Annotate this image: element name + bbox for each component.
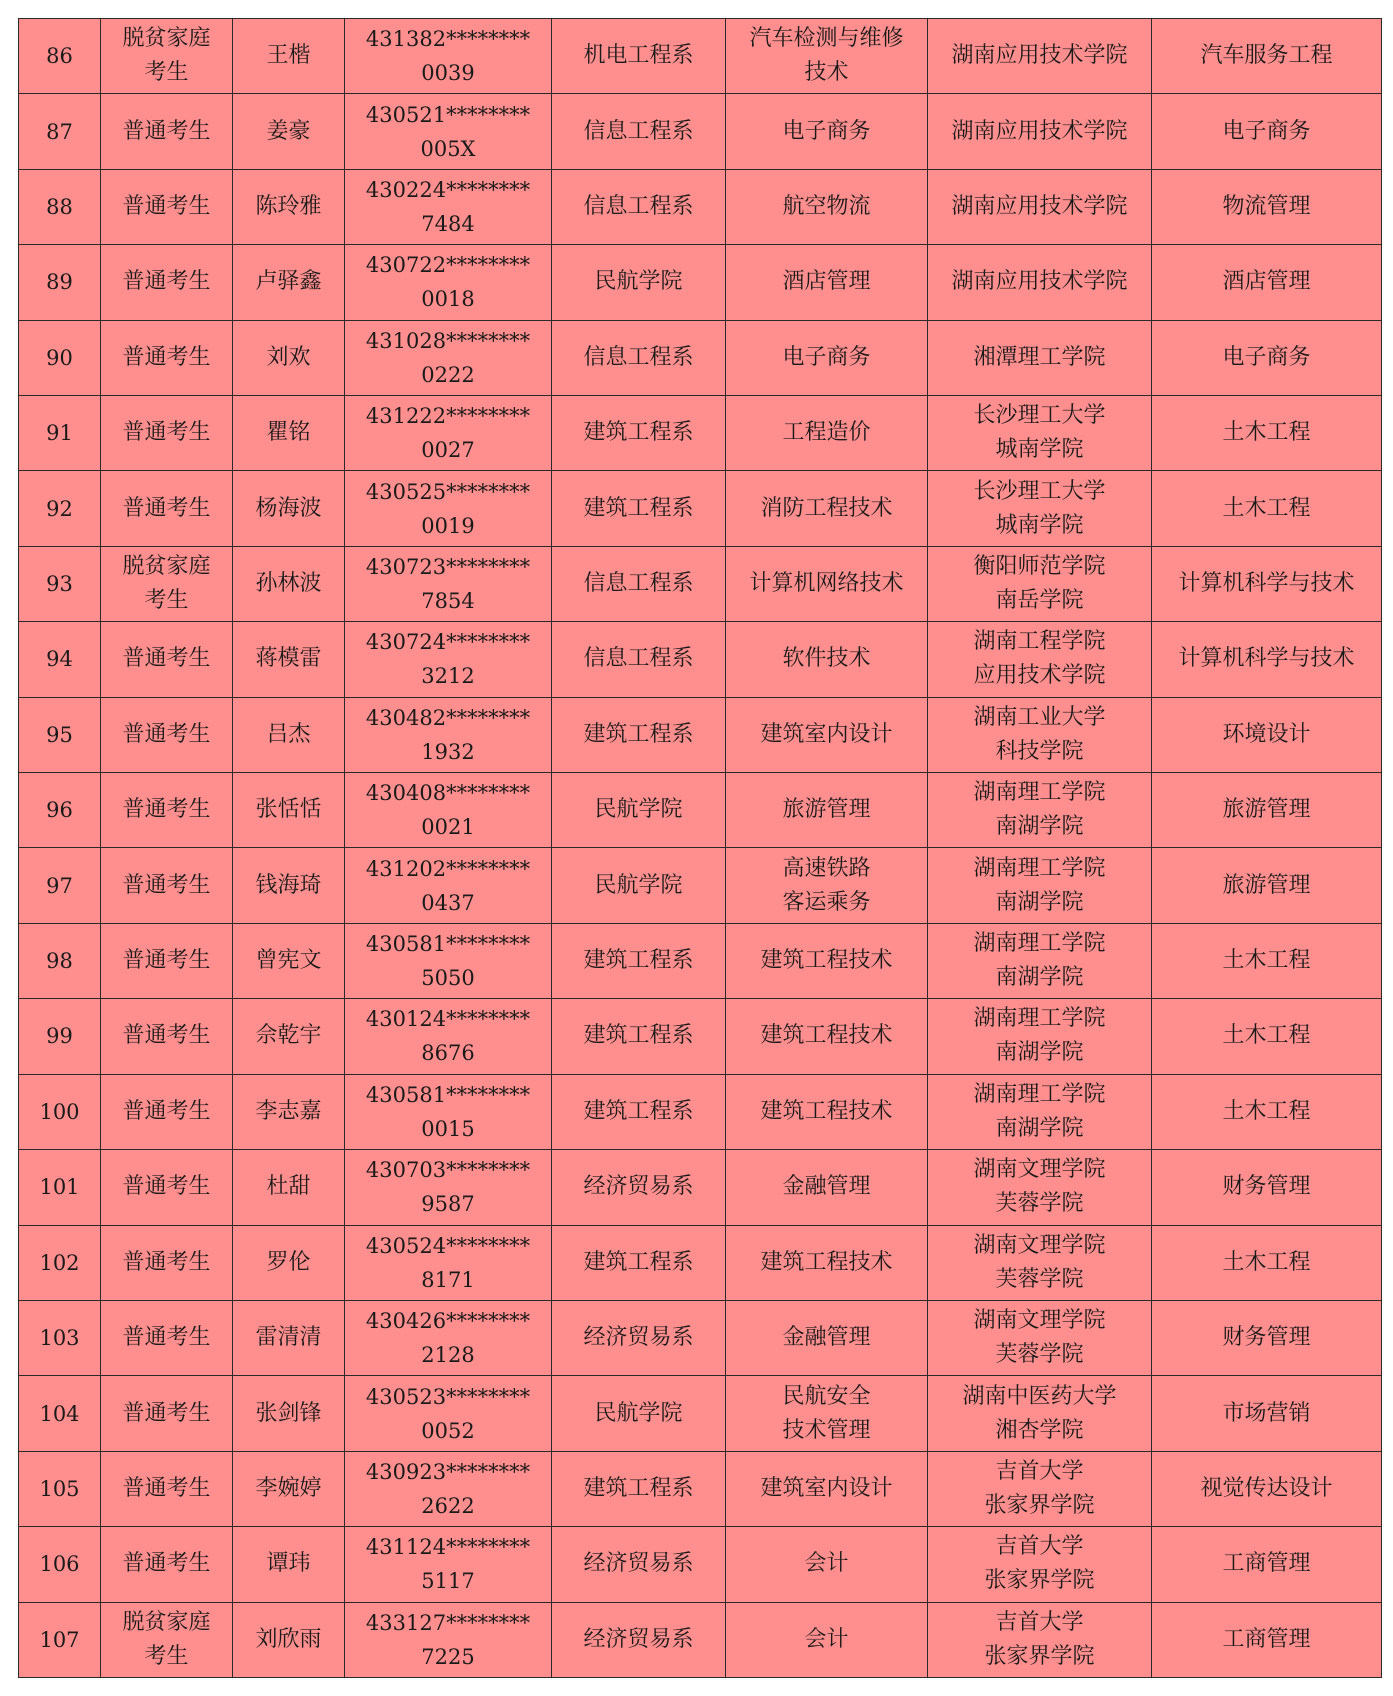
department-cell: 建筑工程系 [552, 1074, 726, 1149]
row-number-cell: 104 [19, 1376, 101, 1451]
row-number-cell: 93 [19, 546, 101, 621]
row-number-cell: 96 [19, 773, 101, 848]
table-row [19, 1150, 1382, 1225]
candidate-type-cell: 普通考生 [101, 94, 233, 169]
candidate-type-cell: 普通考生 [101, 1225, 233, 1300]
row-number-cell: 103 [19, 1300, 101, 1375]
row-number-cell: 100 [19, 1074, 101, 1149]
target-school-cell: 湖南理工学院 南湖学院 [928, 923, 1152, 998]
table-row [19, 1602, 1382, 1677]
target-school-cell: 湖南文理学院 芙蓉学院 [928, 1150, 1152, 1225]
department-cell: 信息工程系 [552, 546, 726, 621]
department-cell: 建筑工程系 [552, 471, 726, 546]
student-name-cell: 佘乾宇 [233, 999, 345, 1074]
row-number-cell: 107 [19, 1602, 101, 1677]
department-cell: 民航学院 [552, 773, 726, 848]
row-number-cell: 87 [19, 94, 101, 169]
department-cell: 经济贸易系 [552, 1602, 726, 1677]
student-name-cell: 杨海波 [233, 471, 345, 546]
department-cell: 信息工程系 [552, 622, 726, 697]
row-number-cell: 106 [19, 1527, 101, 1602]
current-major-cell: 航空物流 [726, 169, 928, 244]
target-school-cell: 湘潭理工学院 [928, 320, 1152, 395]
table-row [19, 1376, 1382, 1451]
candidate-type-cell: 普通考生 [101, 1150, 233, 1225]
student-name-cell: 姜豪 [233, 94, 345, 169]
row-number-cell: 92 [19, 471, 101, 546]
row-number-cell: 99 [19, 999, 101, 1074]
current-major-cell: 民航安全 技术管理 [726, 1376, 928, 1451]
id-number-cell: 431028******** 0222 [345, 320, 552, 395]
current-major-cell: 电子商务 [726, 320, 928, 395]
current-major-cell: 建筑工程技术 [726, 923, 928, 998]
target-school-cell: 吉首大学 张家界学院 [928, 1451, 1152, 1526]
department-cell: 经济贸易系 [552, 1300, 726, 1375]
id-number-cell: 430482******** 1932 [345, 697, 552, 772]
table-row [19, 923, 1382, 998]
id-number-cell: 431202******** 0437 [345, 848, 552, 923]
department-cell: 民航学院 [552, 245, 726, 320]
target-major-cell: 计算机科学与技术 [1152, 622, 1382, 697]
department-cell: 民航学院 [552, 1376, 726, 1451]
current-major-cell: 会计 [726, 1602, 928, 1677]
target-major-cell: 土木工程 [1152, 1074, 1382, 1149]
student-name-cell: 李婉婷 [233, 1451, 345, 1526]
student-name-cell: 李志嘉 [233, 1074, 345, 1149]
target-school-cell: 吉首大学 张家界学院 [928, 1527, 1152, 1602]
id-number-cell: 430523******** 0052 [345, 1376, 552, 1451]
target-major-cell: 计算机科学与技术 [1152, 546, 1382, 621]
id-number-cell: 431222******** 0027 [345, 396, 552, 471]
candidate-type-cell: 普通考生 [101, 320, 233, 395]
target-major-cell: 旅游管理 [1152, 773, 1382, 848]
student-name-cell: 蒋模雷 [233, 622, 345, 697]
department-cell: 信息工程系 [552, 169, 726, 244]
candidate-type-cell: 普通考生 [101, 396, 233, 471]
row-number-cell: 91 [19, 396, 101, 471]
target-school-cell: 长沙理工大学 城南学院 [928, 471, 1152, 546]
student-name-cell: 谭玮 [233, 1527, 345, 1602]
table-row [19, 1225, 1382, 1300]
target-major-cell: 土木工程 [1152, 1225, 1382, 1300]
id-number-cell: 430224******** 7484 [345, 169, 552, 244]
row-number-cell: 88 [19, 169, 101, 244]
candidate-type-cell: 普通考生 [101, 622, 233, 697]
id-number-cell: 430521******** 005X [345, 94, 552, 169]
target-school-cell: 湖南理工学院 南湖学院 [928, 1074, 1152, 1149]
table-row [19, 999, 1382, 1074]
department-cell: 信息工程系 [552, 94, 726, 169]
current-major-cell: 计算机网络技术 [726, 546, 928, 621]
current-major-cell: 会计 [726, 1527, 928, 1602]
candidate-type-cell: 普通考生 [101, 773, 233, 848]
row-number-cell: 101 [19, 1150, 101, 1225]
target-major-cell: 土木工程 [1152, 396, 1382, 471]
target-school-cell: 湖南应用技术学院 [928, 94, 1152, 169]
candidate-type-cell: 普通考生 [101, 169, 233, 244]
row-number-cell: 94 [19, 622, 101, 697]
target-major-cell: 土木工程 [1152, 923, 1382, 998]
id-number-cell: 430923******** 2622 [345, 1451, 552, 1526]
current-major-cell: 建筑工程技术 [726, 999, 928, 1074]
student-name-cell: 罗伦 [233, 1225, 345, 1300]
candidate-type-cell: 普通考生 [101, 471, 233, 546]
candidate-type-cell: 普通考生 [101, 697, 233, 772]
current-major-cell: 工程造价 [726, 396, 928, 471]
target-major-cell: 电子商务 [1152, 94, 1382, 169]
target-major-cell: 旅游管理 [1152, 848, 1382, 923]
id-number-cell: 430722******** 0018 [345, 245, 552, 320]
id-number-cell: 431382******** 0039 [345, 19, 552, 94]
target-school-cell: 湖南理工学院 南湖学院 [928, 773, 1152, 848]
candidate-type-cell: 普通考生 [101, 1300, 233, 1375]
table-row [19, 245, 1382, 320]
student-name-cell: 卢驿鑫 [233, 245, 345, 320]
target-major-cell: 视觉传达设计 [1152, 1451, 1382, 1526]
target-major-cell: 财务管理 [1152, 1300, 1382, 1375]
target-school-cell: 湖南文理学院 芙蓉学院 [928, 1225, 1152, 1300]
table-row [19, 396, 1382, 471]
candidate-type-cell: 普通考生 [101, 1451, 233, 1526]
current-major-cell: 建筑室内设计 [726, 697, 928, 772]
table-row [19, 546, 1382, 621]
target-school-cell: 湖南应用技术学院 [928, 169, 1152, 244]
student-name-cell: 雷清清 [233, 1300, 345, 1375]
table-row [19, 848, 1382, 923]
current-major-cell: 建筑室内设计 [726, 1451, 928, 1526]
table-body [19, 19, 1382, 1678]
id-number-cell: 431124******** 5117 [345, 1527, 552, 1602]
target-major-cell: 电子商务 [1152, 320, 1382, 395]
student-name-cell: 陈玲雅 [233, 169, 345, 244]
student-name-cell: 王楷 [233, 19, 345, 94]
row-number-cell: 95 [19, 697, 101, 772]
candidate-type-cell: 普通考生 [101, 999, 233, 1074]
row-number-cell: 97 [19, 848, 101, 923]
row-number-cell: 89 [19, 245, 101, 320]
id-number-cell: 430426******** 2128 [345, 1300, 552, 1375]
id-number-cell: 430724******** 3212 [345, 622, 552, 697]
target-major-cell: 酒店管理 [1152, 245, 1382, 320]
target-major-cell: 物流管理 [1152, 169, 1382, 244]
row-number-cell: 98 [19, 923, 101, 998]
row-number-cell: 102 [19, 1225, 101, 1300]
target-school-cell: 湖南理工学院 南湖学院 [928, 999, 1152, 1074]
table-row [19, 1300, 1382, 1375]
target-school-cell: 吉首大学 张家界学院 [928, 1602, 1152, 1677]
department-cell: 建筑工程系 [552, 999, 726, 1074]
target-major-cell: 汽车服务工程 [1152, 19, 1382, 94]
department-cell: 建筑工程系 [552, 1451, 726, 1526]
department-cell: 民航学院 [552, 848, 726, 923]
student-name-cell: 曾宪文 [233, 923, 345, 998]
department-cell: 建筑工程系 [552, 923, 726, 998]
id-number-cell: 430581******** 0015 [345, 1074, 552, 1149]
department-cell: 经济贸易系 [552, 1527, 726, 1602]
id-number-cell: 430408******** 0021 [345, 773, 552, 848]
candidate-type-cell: 普通考生 [101, 1376, 233, 1451]
candidate-type-cell: 普通考生 [101, 848, 233, 923]
student-name-cell: 吕杰 [233, 697, 345, 772]
department-cell: 建筑工程系 [552, 396, 726, 471]
table-row [19, 1074, 1382, 1149]
target-school-cell: 湖南文理学院 芙蓉学院 [928, 1300, 1152, 1375]
id-number-cell: 430524******** 8171 [345, 1225, 552, 1300]
candidate-type-cell: 普通考生 [101, 1527, 233, 1602]
student-name-cell: 杜甜 [233, 1150, 345, 1225]
department-cell: 经济贸易系 [552, 1150, 726, 1225]
current-major-cell: 建筑工程技术 [726, 1074, 928, 1149]
current-major-cell: 汽车检测与维修 技术 [726, 19, 928, 94]
student-name-cell: 孙林波 [233, 546, 345, 621]
target-school-cell: 长沙理工大学 城南学院 [928, 396, 1152, 471]
id-number-cell: 430723******** 7854 [345, 546, 552, 621]
current-major-cell: 消防工程技术 [726, 471, 928, 546]
admission-table [18, 18, 1382, 1678]
department-cell: 机电工程系 [552, 19, 726, 94]
candidate-type-cell: 脱贫家庭 考生 [101, 546, 233, 621]
student-name-cell: 刘欣雨 [233, 1602, 345, 1677]
current-major-cell: 建筑工程技术 [726, 1225, 928, 1300]
target-school-cell: 湖南工程学院 应用技术学院 [928, 622, 1152, 697]
department-cell: 信息工程系 [552, 320, 726, 395]
candidate-type-cell: 普通考生 [101, 923, 233, 998]
table-row [19, 1527, 1382, 1602]
table-row [19, 19, 1382, 94]
target-major-cell: 工商管理 [1152, 1527, 1382, 1602]
target-school-cell: 湖南理工学院 南湖学院 [928, 848, 1152, 923]
department-cell: 建筑工程系 [552, 1225, 726, 1300]
target-school-cell: 湖南应用技术学院 [928, 245, 1152, 320]
table-row [19, 697, 1382, 772]
student-name-cell: 钱海琦 [233, 848, 345, 923]
current-major-cell: 酒店管理 [726, 245, 928, 320]
target-school-cell: 湖南中医药大学 湘杏学院 [928, 1376, 1152, 1451]
department-cell: 建筑工程系 [552, 697, 726, 772]
target-major-cell: 财务管理 [1152, 1150, 1382, 1225]
id-number-cell: 430525******** 0019 [345, 471, 552, 546]
target-major-cell: 市场营销 [1152, 1376, 1382, 1451]
student-name-cell: 瞿铭 [233, 396, 345, 471]
current-major-cell: 金融管理 [726, 1300, 928, 1375]
id-number-cell: 430703******** 9587 [345, 1150, 552, 1225]
row-number-cell: 90 [19, 320, 101, 395]
candidate-type-cell: 脱贫家庭 考生 [101, 1602, 233, 1677]
current-major-cell: 旅游管理 [726, 773, 928, 848]
candidate-type-cell: 普通考生 [101, 1074, 233, 1149]
target-school-cell: 衡阳师范学院 南岳学院 [928, 546, 1152, 621]
table-row [19, 471, 1382, 546]
target-school-cell: 湖南工业大学 科技学院 [928, 697, 1152, 772]
target-major-cell: 土木工程 [1152, 471, 1382, 546]
current-major-cell: 电子商务 [726, 94, 928, 169]
id-number-cell: 430124******** 8676 [345, 999, 552, 1074]
id-number-cell: 430581******** 5050 [345, 923, 552, 998]
target-school-cell: 湖南应用技术学院 [928, 19, 1152, 94]
target-major-cell: 土木工程 [1152, 999, 1382, 1074]
table-row [19, 1451, 1382, 1526]
table-row [19, 320, 1382, 395]
current-major-cell: 软件技术 [726, 622, 928, 697]
row-number-cell: 105 [19, 1451, 101, 1526]
target-major-cell: 环境设计 [1152, 697, 1382, 772]
table-row [19, 94, 1382, 169]
table-row [19, 169, 1382, 244]
id-number-cell: 433127******** 7225 [345, 1602, 552, 1677]
target-major-cell: 工商管理 [1152, 1602, 1382, 1677]
table-row [19, 622, 1382, 697]
row-number-cell: 86 [19, 19, 101, 94]
student-name-cell: 张恬恬 [233, 773, 345, 848]
candidate-type-cell: 普通考生 [101, 245, 233, 320]
table-row [19, 773, 1382, 848]
candidate-type-cell: 脱贫家庭 考生 [101, 19, 233, 94]
current-major-cell: 金融管理 [726, 1150, 928, 1225]
current-major-cell: 高速铁路 客运乘务 [726, 848, 928, 923]
student-name-cell: 刘欢 [233, 320, 345, 395]
student-name-cell: 张剑锋 [233, 1376, 345, 1451]
